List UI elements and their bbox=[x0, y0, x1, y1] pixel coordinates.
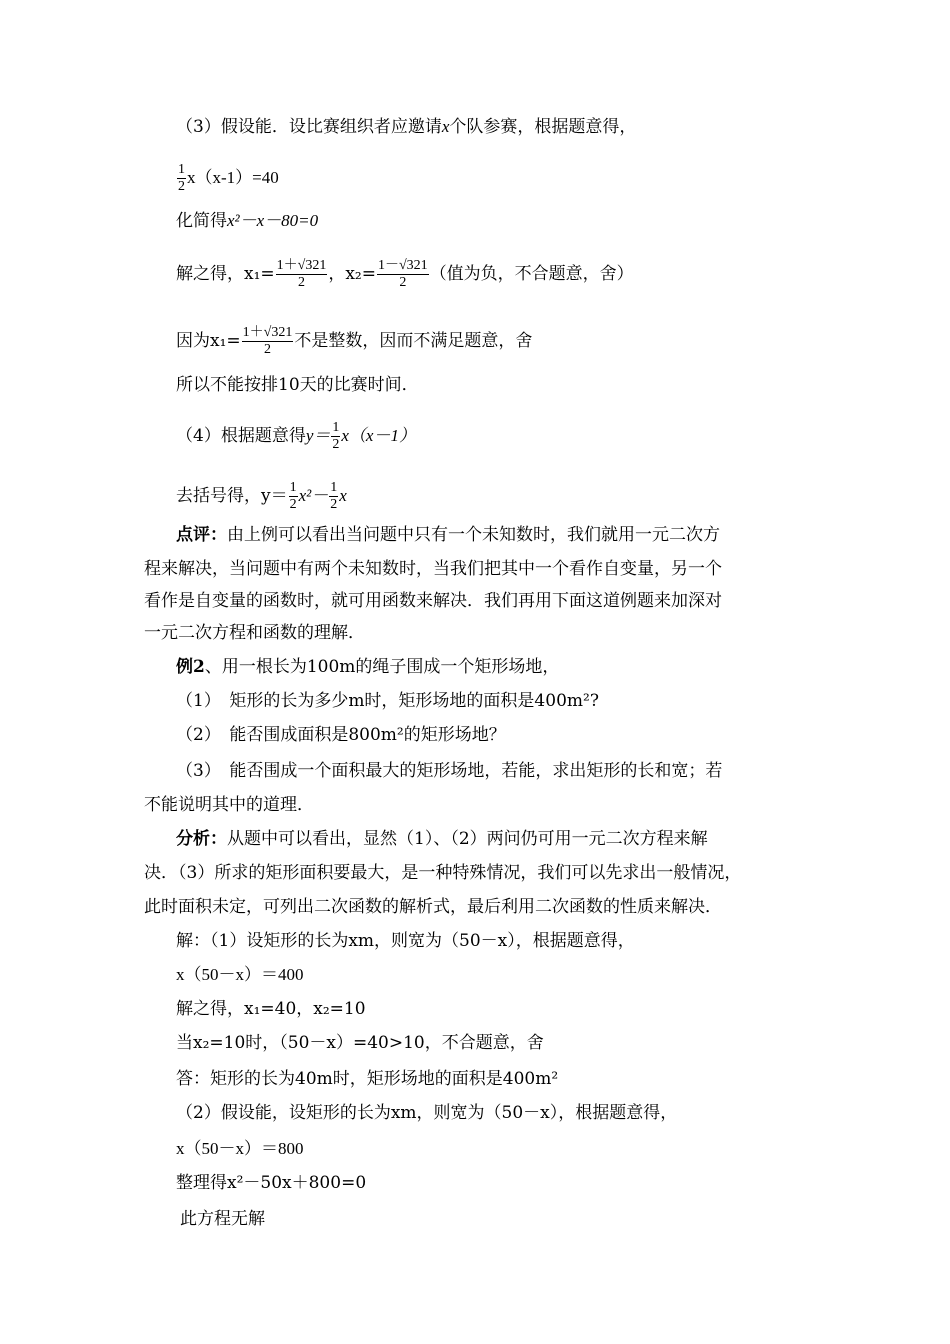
fraction bbox=[177, 162, 186, 195]
text-line-not-integer bbox=[176, 325, 532, 358]
text-segment: （4）根据题意得 bbox=[176, 426, 306, 446]
fraction bbox=[377, 258, 429, 291]
text-segment: 整理得x²－50x＋800=0 bbox=[176, 1173, 367, 1193]
text-segment: 程来解决，当问题中有两个未知数时，当我们把其中一个看作自变量，另一个 bbox=[144, 559, 722, 579]
example-question bbox=[176, 690, 599, 712]
text-segment: 不是整数，因而不满足题意，舍 bbox=[294, 331, 533, 351]
equation-text: x（50－x）＝800 bbox=[176, 1139, 304, 1158]
solution-line bbox=[180, 1208, 265, 1230]
fraction bbox=[289, 480, 298, 513]
solution-line bbox=[176, 930, 635, 952]
text-segment: 由上例可以看出当问题中只有一个未知数时，我们就用一元二次方 bbox=[227, 525, 720, 545]
solution-line bbox=[176, 1172, 366, 1194]
review-paragraph-line bbox=[144, 590, 722, 612]
text-segment: 因为x₁= bbox=[176, 331, 241, 351]
review-paragraph-line bbox=[176, 524, 720, 546]
fraction bbox=[331, 420, 340, 453]
fraction bbox=[242, 325, 294, 358]
text-segment: 解：（1）设矩形的长为xm，则宽为（50－x），根据题意得， bbox=[176, 931, 635, 951]
fraction-numerator: 1－√321 bbox=[378, 258, 428, 273]
example-label: 例2 bbox=[176, 657, 205, 677]
analysis-line bbox=[144, 896, 722, 918]
example-question bbox=[144, 794, 314, 816]
fraction-numerator: 1＋√321 bbox=[242, 325, 293, 340]
fraction-denominator: 2 bbox=[377, 274, 429, 291]
text-segment: 不能说明其中的道理． bbox=[144, 795, 314, 815]
text-segment: 解之得，x₁= bbox=[176, 264, 275, 284]
fraction bbox=[276, 258, 328, 291]
text-segment: 一元二次方程和函数的理解． bbox=[144, 623, 365, 643]
text-segment: 、用一根长为100m的绳子围成一个矩形场地， bbox=[204, 657, 560, 677]
equation-text: x（x-1）=40 bbox=[187, 168, 279, 187]
example-question bbox=[176, 724, 506, 746]
solution-line bbox=[176, 1068, 558, 1090]
text-segment: （2）假设能，设矩形的长为xm，则宽为（50－x），根据题意得， bbox=[176, 1103, 678, 1123]
text-segment: 看作是自变量的函数时，就可用函数来解决．我们再用下面这道例题来加深对 bbox=[144, 591, 722, 611]
fraction-numerator: 1 bbox=[330, 480, 338, 495]
equation-text: x（50－x）＝400 bbox=[176, 965, 304, 984]
fraction-denominator: 2 bbox=[242, 341, 294, 358]
text-segment: 去括号得，y＝ bbox=[176, 486, 288, 506]
text-segment: 决．（3）所求的矩形面积要最大，是一种特殊情况，我们可以先求出一般情况， bbox=[144, 863, 742, 883]
text-segment: 所以不能按排10天的比赛时间． bbox=[176, 375, 419, 395]
text-line-conclusion bbox=[176, 374, 419, 396]
review-paragraph-line bbox=[144, 558, 722, 580]
text-segment: 此方程无解 bbox=[180, 1209, 265, 1229]
text-segment: （3） 能否围成一个面积最大的矩形场地，若能，求出矩形的长和宽；若 bbox=[176, 761, 723, 781]
fraction-denominator: 2 bbox=[332, 437, 340, 452]
text-segment: 答：矩形的长为40m时，矩形场地的面积是400m² bbox=[176, 1069, 559, 1089]
text-segment: 化简得 bbox=[176, 211, 227, 231]
fraction-denominator: 2 bbox=[178, 179, 185, 194]
fraction-numerator: 1 bbox=[178, 162, 185, 177]
text-segment: （3）假设能．设比赛组织者应邀请 bbox=[176, 117, 442, 137]
text-line-part3-intro bbox=[176, 116, 636, 138]
text-line-expand bbox=[176, 480, 347, 513]
fraction-numerator: 1 bbox=[332, 420, 340, 435]
equation-text: x（x－1） bbox=[341, 426, 416, 445]
analysis-line bbox=[144, 862, 741, 884]
text-segment: （1） 矩形的长为多少m时，矩形场地的面积是400m²? bbox=[176, 691, 599, 711]
text-segment: ，x₂= bbox=[328, 264, 376, 284]
fraction-numerator: 1＋√321 bbox=[276, 258, 327, 273]
solution-line bbox=[176, 1032, 544, 1054]
fraction-denominator: 2 bbox=[330, 497, 338, 512]
variable-x: x bbox=[441, 117, 450, 136]
text-line-roots bbox=[176, 258, 634, 291]
solution-line bbox=[176, 998, 366, 1020]
text-segment: 从题中可以看出，显然（1）、（2）两问仍可用一元二次方程来解 bbox=[227, 829, 708, 849]
example-question bbox=[176, 760, 722, 782]
fraction-denominator: 2 bbox=[289, 497, 297, 512]
fraction-denominator: 2 bbox=[276, 274, 328, 291]
text-segment: 解之得，x₁=40，x₂=10 bbox=[176, 999, 366, 1019]
fraction-numerator: 1 bbox=[289, 480, 297, 495]
review-label: 点评： bbox=[176, 525, 227, 545]
solution-line bbox=[176, 1102, 677, 1124]
text-segment: 此时面积未定，可列出二次函数的解析式，最后利用二次函数的性质来解决． bbox=[144, 897, 722, 917]
solution-line bbox=[176, 1138, 304, 1160]
text-line-simplify bbox=[176, 210, 318, 232]
solution-line bbox=[176, 964, 304, 986]
equation-line bbox=[176, 162, 279, 195]
text-segment: 个队参赛，根据题意得， bbox=[449, 117, 637, 137]
fraction bbox=[329, 480, 338, 513]
analysis-label: 分析： bbox=[176, 829, 227, 849]
equation-text: x²－x－80=0 bbox=[227, 211, 319, 230]
analysis-line bbox=[176, 828, 708, 850]
equation-text: x²－ bbox=[298, 486, 329, 505]
text-segment: （2） 能否围成面积是800m²的矩形场地？ bbox=[176, 725, 506, 745]
example-intro bbox=[176, 656, 559, 678]
review-paragraph-line bbox=[144, 622, 365, 644]
text-segment: （值为负，不合题意，舍） bbox=[429, 264, 634, 284]
equation-text: y＝ bbox=[305, 426, 331, 445]
text-line-part4 bbox=[176, 420, 416, 453]
text-segment: 当x₂=10时，（50－x）=40>10，不合题意，舍 bbox=[176, 1033, 544, 1053]
equation-text: x bbox=[339, 486, 347, 505]
